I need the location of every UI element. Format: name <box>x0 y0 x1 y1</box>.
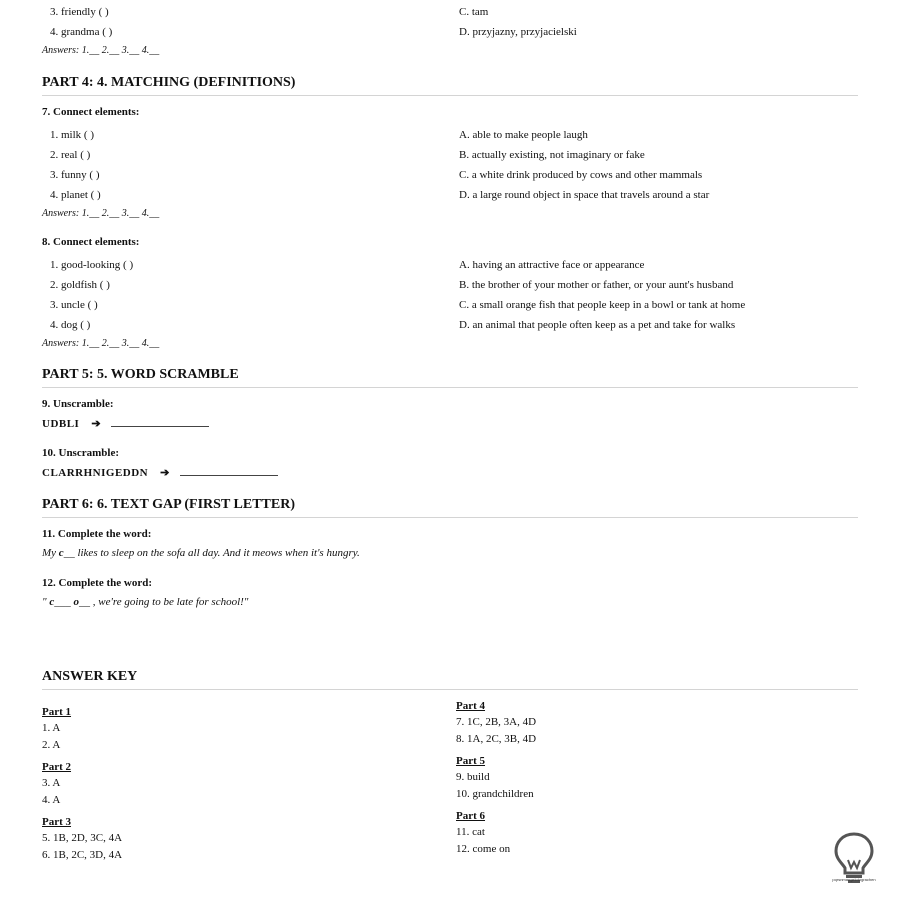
key-section <box>42 704 422 754</box>
match-left-item: 4. dog ( ) <box>50 319 91 331</box>
key-line: 1. A <box>42 722 61 734</box>
arrow-right-icon: ➔ <box>160 467 170 479</box>
question-11 <box>42 526 858 559</box>
gap[interactable]: __ <box>79 596 91 608</box>
match-right-item: D. przyjazny, przyjacielski <box>459 26 577 38</box>
question-label: 9. Unscramble: <box>42 398 114 410</box>
match-right-item: B. the brother of your mother or father, or your aunt's husband <box>459 279 734 291</box>
key-part-heading: Part 4 <box>456 700 486 712</box>
match-left-item: 1. milk ( ) <box>50 129 94 141</box>
question-8 <box>42 234 858 353</box>
answers-line: Answers: 1.__ 2.__ 3.__ 4.__ <box>42 338 160 349</box>
key-section <box>42 814 422 864</box>
part3-tail <box>42 2 858 60</box>
logo-text: pqrsnmangelotograchen <box>832 877 876 882</box>
match-right-item: D. an animal that people often keep as a pet and take for walks <box>459 319 736 331</box>
match-left-item: 4. grandma ( ) <box>50 26 113 38</box>
quote-mark: " <box>42 596 50 608</box>
gap[interactable]: ___ <box>54 596 74 608</box>
key-line: 3. A <box>42 777 61 789</box>
scrambled-word: CLARRHNIGEDDN <box>42 467 149 479</box>
answer-blank[interactable] <box>111 416 209 427</box>
first-letter: c <box>58 547 64 559</box>
key-line: 11. cat <box>456 826 485 838</box>
match-row <box>42 275 858 295</box>
answer-blank[interactable] <box>180 465 278 476</box>
match-right-item: C. tam <box>459 6 489 18</box>
question-9 <box>42 396 209 430</box>
match-right-item: D. a large round object in space that travels around a star <box>459 189 710 201</box>
answer-key-title: ANSWER KEY <box>42 669 858 690</box>
match-left-item: 4. planet ( ) <box>50 189 101 201</box>
match-row <box>42 165 858 185</box>
match-right-item: A. able to make people laugh <box>459 129 588 141</box>
question-label: 11. Complete the word: <box>42 528 152 540</box>
part6-title: PART 6: 6. TEXT GAP (FIRST LETTER) <box>42 497 858 518</box>
match-right-item: C. a small orange fish that people keep in a bowl or tank at home <box>459 299 746 311</box>
key-section <box>456 753 836 803</box>
key-line: 8. 1A, 2C, 3B, 4D <box>456 733 537 745</box>
gap[interactable]: __ <box>63 547 75 559</box>
match-right-item: B. actually existing, not imaginary or fake <box>459 149 645 161</box>
gap-sentence <box>42 547 858 559</box>
question-label: 8. Connect elements: <box>42 236 140 248</box>
sentence-text: likes to sleep on the sofa all day. And it meows when it's hungry. <box>74 547 360 559</box>
key-line: 9. build <box>456 771 490 783</box>
sentence-text: , we're going to be late for school!" <box>90 596 249 608</box>
key-line: 10. grandchildren <box>456 788 534 800</box>
scramble-line <box>42 465 278 479</box>
match-row <box>42 315 858 335</box>
sentence-text: My <box>42 547 59 559</box>
match-row <box>42 145 858 165</box>
key-section <box>456 808 836 858</box>
part4-title: PART 4: 4. MATCHING (DEFINITIONS) <box>42 75 858 96</box>
match-row <box>42 125 858 145</box>
gap-sentence <box>42 596 858 608</box>
scrambled-word: UDBLI <box>42 418 80 430</box>
answer-key-left-column <box>42 704 422 864</box>
key-part-heading: Part 5 <box>456 755 486 767</box>
question-label: 10. Unscramble: <box>42 447 119 459</box>
key-section <box>42 759 422 809</box>
key-line: 5. 1B, 2D, 3C, 4A <box>42 832 123 844</box>
match-right-item: C. a white drink produced by cows and other mammals <box>459 169 703 181</box>
match-left-item: 2. real ( ) <box>50 149 91 161</box>
part5-title: PART 5: 5. WORD SCRAMBLE <box>42 367 858 388</box>
match-left-item: 3. funny ( ) <box>50 169 100 181</box>
key-line: 6. 1B, 2C, 3D, 4A <box>42 849 123 861</box>
question-7 <box>42 104 858 223</box>
answer-key-right-column <box>456 698 836 858</box>
match-left-item: 3. friendly ( ) <box>50 6 109 18</box>
first-letter: o <box>73 596 80 608</box>
match-row <box>42 2 858 22</box>
match-left-item: 2. goldfish ( ) <box>50 279 110 291</box>
match-right-item: A. having an attractive face or appearance <box>459 259 645 271</box>
key-line: 4. A <box>42 794 61 806</box>
match-row <box>42 185 858 205</box>
scramble-line <box>42 416 209 430</box>
answers-line: Answers: 1.__ 2.__ 3.__ 4.__ <box>42 45 160 56</box>
key-section <box>456 698 836 748</box>
key-line: 12. come on <box>456 843 511 855</box>
match-row <box>42 295 858 315</box>
key-part-heading: Part 1 <box>42 706 72 718</box>
answers-line: Answers: 1.__ 2.__ 3.__ 4.__ <box>42 208 160 219</box>
match-left-item: 3. uncle ( ) <box>50 299 98 311</box>
question-10 <box>42 445 278 479</box>
key-part-heading: Part 3 <box>42 816 72 828</box>
match-left-item: 1. good-looking ( ) <box>50 259 134 271</box>
question-label: 12. Complete the word: <box>42 577 152 589</box>
arrow-right-icon: ➔ <box>91 418 102 430</box>
question-12 <box>42 575 858 608</box>
question-label: 7. Connect elements: <box>42 106 140 118</box>
match-row <box>42 22 858 42</box>
key-part-heading: Part 6 <box>456 810 486 822</box>
first-letter: c <box>49 596 55 608</box>
key-part-heading: Part 2 <box>42 761 72 773</box>
match-row <box>42 255 858 275</box>
key-line: 2. A <box>42 739 61 751</box>
key-line: 7. 1C, 2B, 3A, 4D <box>456 716 537 728</box>
